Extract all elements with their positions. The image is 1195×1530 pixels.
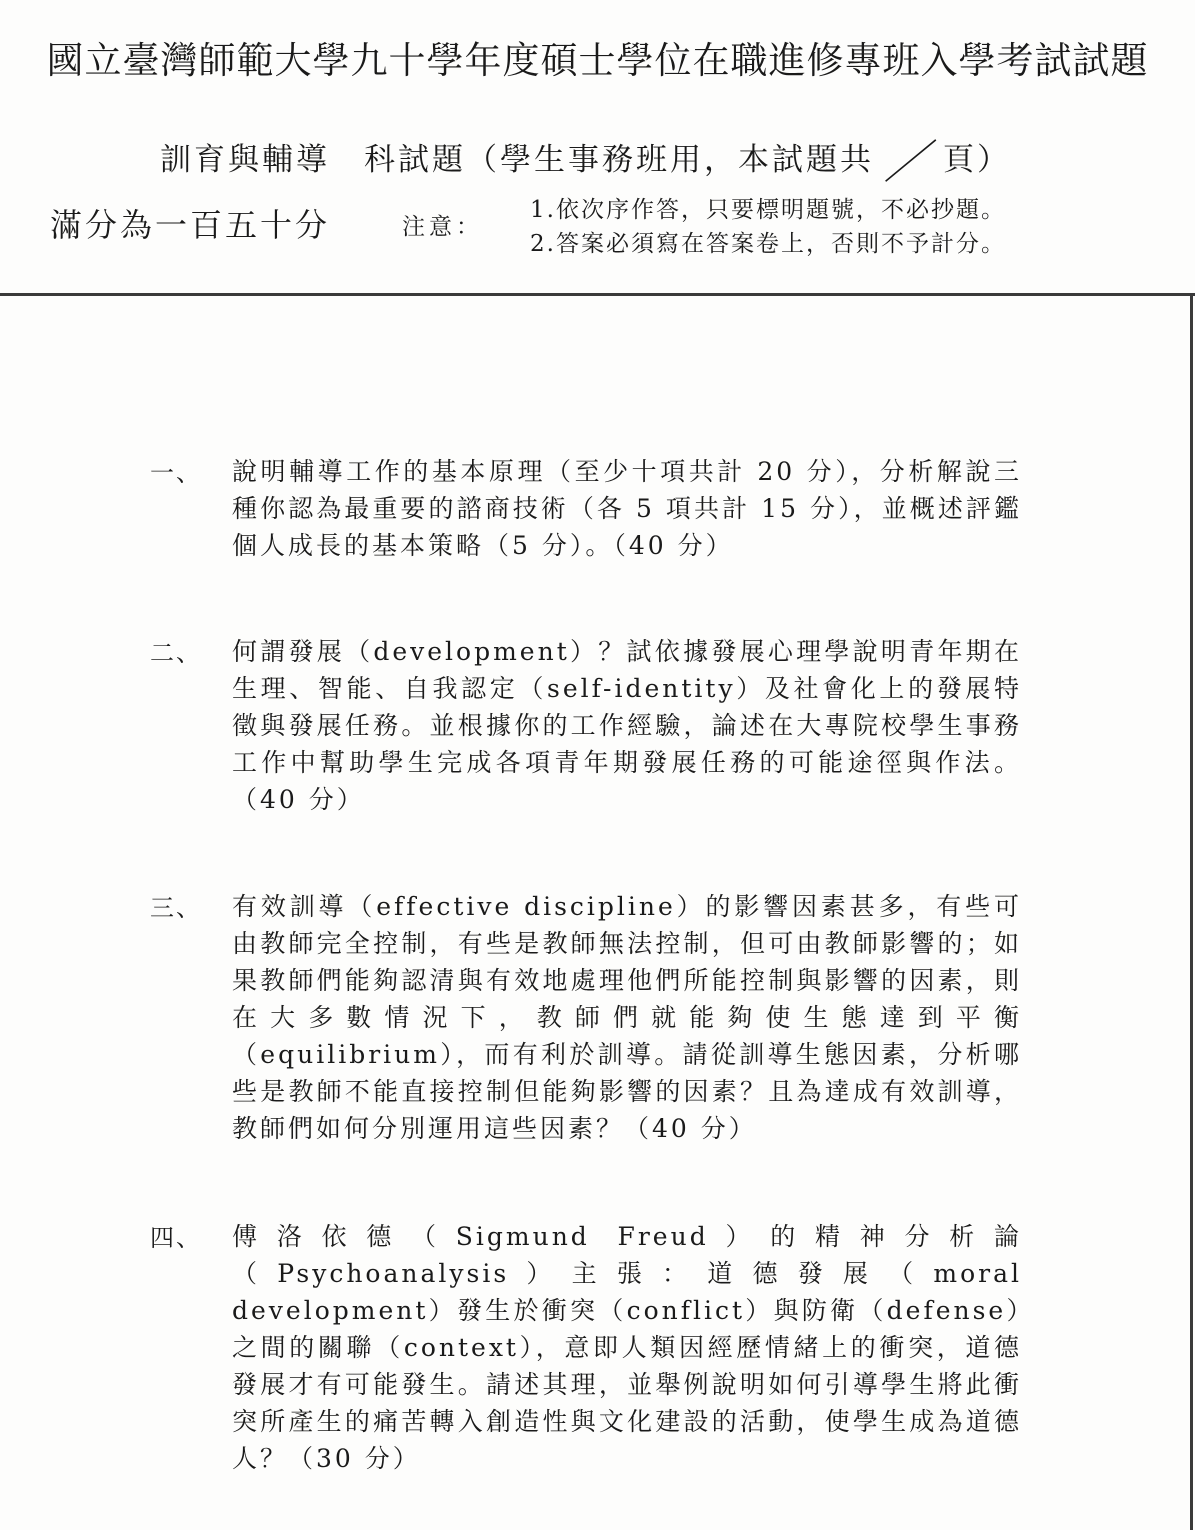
question-text: 何謂發展（development）？試依據發展心理學說明青年期在生理、智能、自我認定（self-identity）及社會化上的發展特徵與發展任務。並根據你的工作經驗，論述在大專院校學生事務工作中幫助學生完成各項青年期發展任務的可能途徑與作法。（40 分） — [232, 637, 1022, 814]
subject-line — [160, 118, 1011, 189]
page-count-slash: ／ — [881, 135, 943, 189]
question-text: 有效訓導（effective discipline）的影響因素甚多，有些可由教師完全控制，有些是教師無法控制，但可由教師影響的；如果教師們能夠認清與有效地處理他們所能控制與影響的因素，則在大多數情況下，教師們就能夠使生態達到平衡（equilibrium），而有利於訓導。請從訓導生態因素，分析哪些是教師不能直接控制但能夠影響的因素？且為達成有效訓導，教師們如何分別運用這些因素？（40 分） — [232, 892, 1022, 1143]
subject-end: 頁） — [943, 142, 1011, 178]
notes-list — [530, 193, 1006, 261]
subject-name: 訓育與輔導 — [160, 142, 330, 178]
header-divider — [0, 293, 1195, 296]
question-text: 說明輔導工作的基本原理（至少十項共計 20 分），分析解說三種你認為最重要的諮商技術（各 5 項共計 15 分），並概述評鑑個人成長的基本策略（5 分）。（40 分） — [232, 457, 1022, 560]
full-score: 滿分為一百五十分 — [50, 206, 331, 244]
question-number: 三、 — [150, 894, 202, 922]
note-item: 1.依次序作答，只要標明題號，不必抄題。 — [530, 197, 1006, 223]
note-item: 2.答案必須寫在答案卷上，否則不予計分。 — [530, 231, 1006, 257]
question-text: 傅洛依德（Sigmund Freud）的精神分析論（Psychoanalysis）主張：道德發展（moral development）發生於衝突（conflict）與防衛（defense）之間的關聯（context），意即人類因經歷情緒上的衝突，道德發展才有可能發生。請述其理，並舉例說明如何引導學生將此衝突所產生的痛苦轉入創造性與文化建設的活動，使學生成為道德人？（30 分） — [232, 1222, 1022, 1473]
right-border — [1190, 293, 1193, 1530]
question-number: 一、 — [150, 459, 202, 487]
subject-suffix: 科試題（學生事務班用，本試題共 — [364, 142, 874, 178]
question-number: 二、 — [150, 639, 202, 667]
note-label: 注意： — [402, 214, 483, 240]
question-number: 四、 — [150, 1224, 202, 1252]
exam-title: 國立臺灣師範大學九十學年度碩士學位在職進修專班入學考試試題 — [46, 39, 1149, 82]
